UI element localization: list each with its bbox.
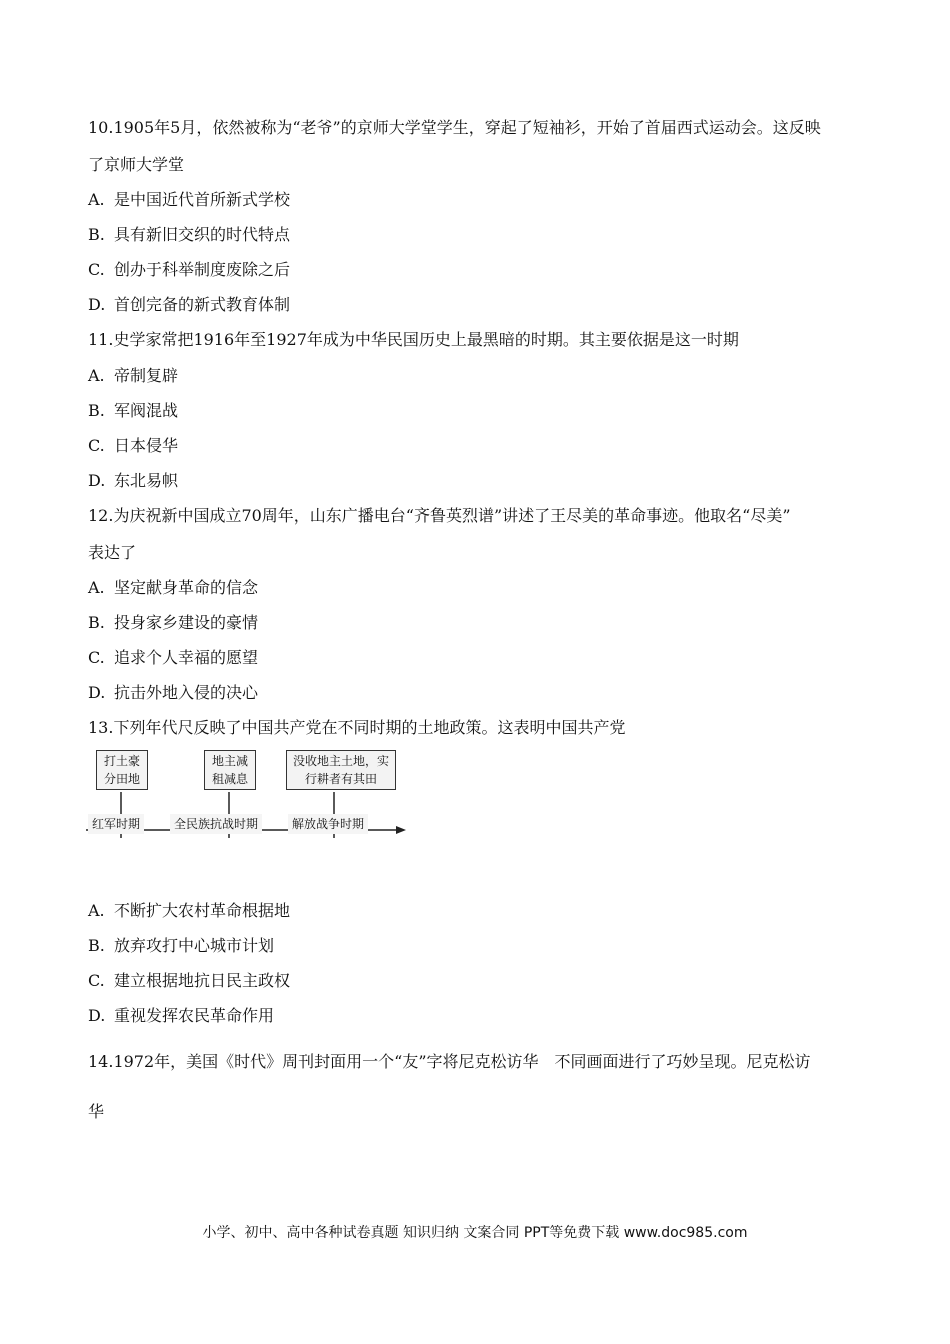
option-text: 重视发挥农民革命作用 <box>114 1006 275 1025</box>
option-text: 放弃攻打中心城市计划 <box>114 936 275 955</box>
timeline-box-1: 打土豪分田地 <box>96 750 148 790</box>
option-letter: B. <box>88 936 105 955</box>
question-12-stem-line1: 12.为庆祝新中国成立70周年，山东广播电台“齐鲁英烈谱”讲述了王尽美的革命事迹。他取名“尽美” <box>88 506 791 525</box>
option-text: 具有新旧交织的时代特点 <box>114 225 291 244</box>
option-letter: D. <box>88 471 106 490</box>
option-text: 坚定献身革命的信念 <box>114 578 259 597</box>
question-11-option-c <box>88 436 178 456</box>
option-letter: A. <box>88 366 105 385</box>
question-13-option-b <box>88 936 274 956</box>
timeline-period-2: 全民族抗战时期 <box>170 814 262 834</box>
timeline-box-2: 地主减租减息 <box>204 750 256 790</box>
option-text: 建立根据地抗日民主政权 <box>114 971 291 990</box>
question-12-option-b <box>88 613 258 633</box>
question-13-stem: 13.下列年代尺反映了中国共产党在不同时期的土地政策。这表明中国共产党 <box>88 718 626 737</box>
timeline-period-3: 解放战争时期 <box>288 814 368 834</box>
option-letter: D. <box>88 683 106 702</box>
option-text: 投身家乡建设的豪情 <box>114 613 259 632</box>
option-text: 东北易帜 <box>114 471 179 490</box>
question-10-stem-line1: 10.1905年5月，依然被称为“老爷”的京师大学堂学生，穿起了短袖衫，开始了首届西式运动会。这反映 <box>88 118 821 137</box>
option-letter: D. <box>88 295 106 314</box>
question-11-option-d <box>88 471 178 491</box>
option-letter: C. <box>88 971 105 990</box>
option-text: 追求个人幸福的愿望 <box>114 648 259 667</box>
question-13-option-a <box>88 901 290 921</box>
option-letter: A. <box>88 190 105 209</box>
option-text: 帝制复辟 <box>114 366 179 385</box>
option-letter: B. <box>88 401 105 420</box>
question-10-option-b <box>88 225 290 245</box>
option-letter: B. <box>88 225 105 244</box>
question-11-option-a <box>88 366 178 386</box>
question-14-stem-line2: 华 <box>88 1102 105 1121</box>
question-13-option-c <box>88 971 290 991</box>
option-text: 日本侵华 <box>114 436 179 455</box>
option-letter: C. <box>88 648 105 667</box>
option-text: 是中国近代首所新式学校 <box>114 190 291 209</box>
page-footer: 小学、初中、高中各种试卷真题 知识归纳 文案合同 PPT等免费下载 www.doc985.com <box>202 1225 748 1241</box>
question-11-stem: 11.史学家常把1916年至1927年成为中华民国历史上最黑暗的时期。其主要依据是这一时期 <box>88 330 739 349</box>
question-10-stem-line2: 了京师大学堂 <box>88 155 185 174</box>
question-11-option-b <box>88 401 178 421</box>
option-text: 创办于科举制度废除之后 <box>114 260 291 279</box>
timeline-period-1: 红军时期 <box>88 814 144 834</box>
option-text: 不断扩大农村革命根据地 <box>114 901 291 920</box>
question-12-option-a <box>88 578 258 598</box>
question-13-option-d <box>88 1006 274 1026</box>
option-letter: C. <box>88 260 105 279</box>
option-text: 抗击外地入侵的决心 <box>114 683 259 702</box>
question-10-option-d <box>88 295 290 315</box>
option-letter: D. <box>88 1006 106 1025</box>
option-letter: B. <box>88 613 105 632</box>
question-12-stem-line2: 表达了 <box>88 543 137 562</box>
option-letter: A. <box>88 901 105 920</box>
question-12-option-d <box>88 683 258 703</box>
option-text: 首创完备的新式教育体制 <box>114 295 291 314</box>
option-text: 军阀混战 <box>114 401 179 420</box>
question-10-option-a <box>88 190 290 210</box>
option-letter: A. <box>88 578 105 597</box>
timeline-box-3: 没收地主土地，实行耕者有其田 <box>286 750 396 790</box>
question-10-option-c <box>88 260 290 280</box>
option-letter: C. <box>88 436 105 455</box>
question-14-stem-line1: 14.1972年，美国《时代》周刊封面用一个“友”字将尼克松访华 不同画面进行了巧妙呈现。尼克松访 <box>88 1052 811 1071</box>
question-12-option-c <box>88 648 258 668</box>
